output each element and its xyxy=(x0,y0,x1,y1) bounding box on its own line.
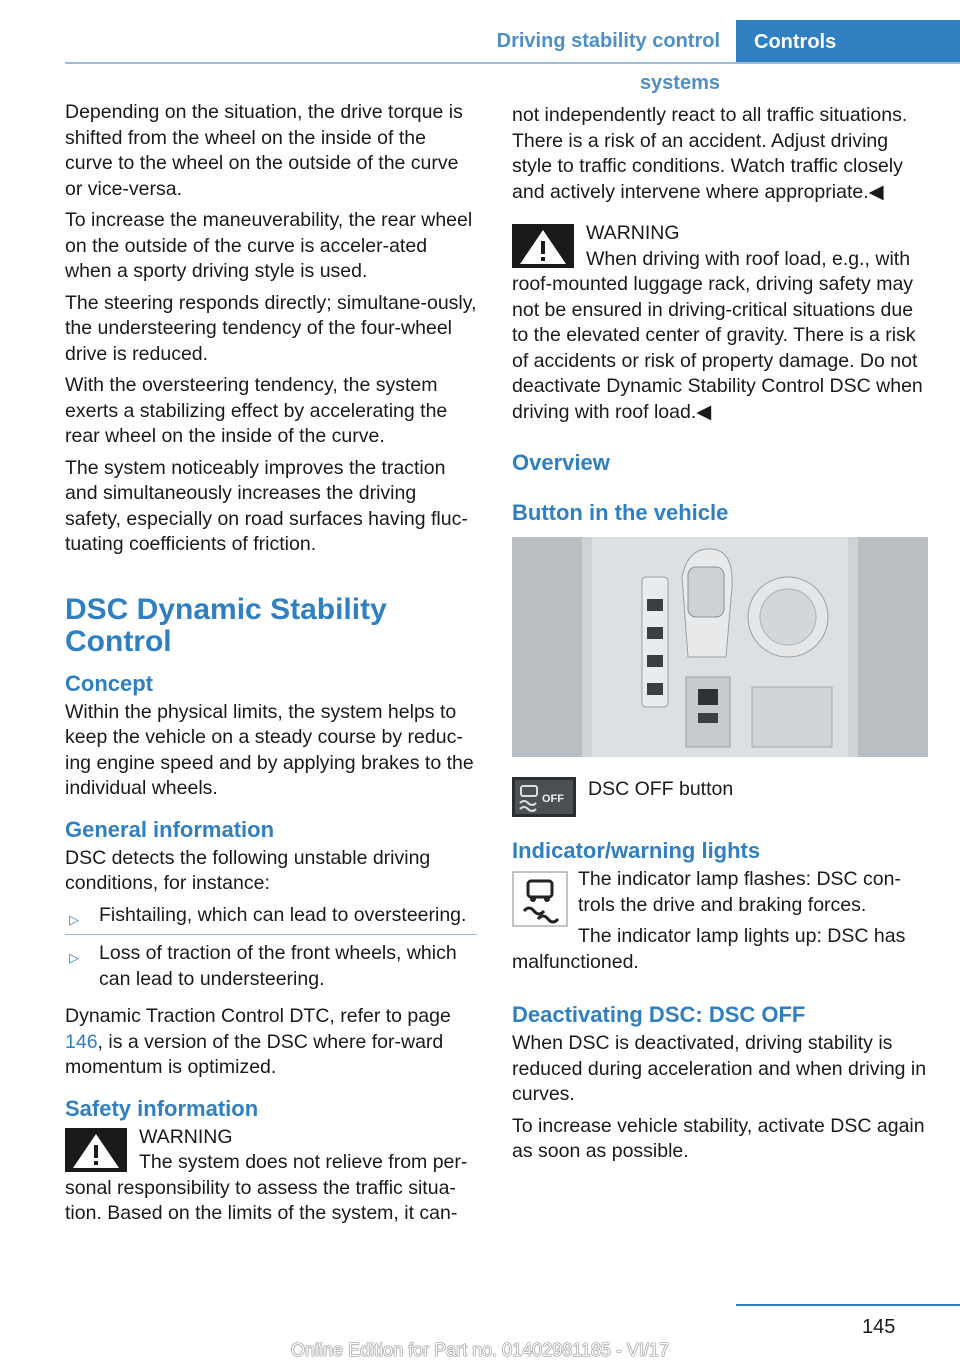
concept-paragraph: Within the physical limits, the system helps to keep the vehicle on a steady course by reduc-ing engine speed and by applying brakes to the individual wheels. xyxy=(65,700,474,799)
intro-paragraph: The steering responds directly; simultane-ously, the understeering tendency of the four-wheel drive is reduced. xyxy=(65,291,477,365)
subheading-button-in-vehicle: Button in the vehicle xyxy=(512,500,729,525)
dtc-paragraph: Dynamic Traction Control DTC, refer to page 146, is a version of the DSC where for-ward momentum is optimized. xyxy=(65,1005,451,1078)
list-item: ▷ Fishtailing, which can lead to oversteering. xyxy=(65,903,477,936)
list-item: ▷ Loss of traction of the front wheels, which can lead to understeering. xyxy=(69,942,457,990)
bullet-triangle-icon: ▷ xyxy=(69,911,79,927)
header-chapter-tab[interactable]: Controls xyxy=(736,20,960,64)
header-rule xyxy=(65,62,960,64)
subheading-safety-information: Safety information xyxy=(65,1095,259,1121)
warning-text: The system does not relieve from per-sonal responsibility to assess the traffic situa-tion. Based on the limits of the system, it can- xyxy=(65,1151,468,1224)
dsc-off-button-label: DSC OFF button xyxy=(588,778,734,800)
page-link-146[interactable]: 146 xyxy=(65,1030,98,1053)
left-column xyxy=(65,100,477,1227)
warning-block-roof-load xyxy=(512,221,930,425)
section-heading-dsc: DSC Dynamic Stability Control xyxy=(65,592,387,658)
bullet-triangle-icon: ▷ xyxy=(69,950,79,965)
footer-edition: Online Edition for Part no. 01402981185 - VI/17 xyxy=(291,1340,669,1360)
subheading-overview: Overview xyxy=(512,450,610,475)
warning-block xyxy=(65,1125,477,1227)
warning-label: WARNING xyxy=(139,1125,233,1148)
indicator-block xyxy=(512,867,930,981)
deactivating-paragraph: When DSC is deactivated, driving stability is reduced during acceleration and when driving in curves. xyxy=(512,1032,927,1105)
warning-continued: not independently react to all traffic situations. There is a risk of an accident. Adjust driving style to traffic conditions. Watch traffic closely and actively intervene where appropriate.◀ xyxy=(512,104,908,203)
intro-paragraph: Depending on the situation, the drive torque is shifted from the wheel on the inside of the curve to the wheel on the outside of the curve or vice-versa. xyxy=(65,101,463,200)
indicator-flashes-text: The indicator lamp flashes: DSC con-trols the drive and braking forces. xyxy=(578,868,901,916)
dsc-off-icon-label: OFF xyxy=(542,793,564,805)
deactivating-advice: To increase vehicle stability, activate DSC again as soon as possible. xyxy=(512,1114,925,1162)
conditions-list xyxy=(65,903,477,999)
indicator-lights-up-text: The indicator lamp lights up: DSC has malfunctioned. xyxy=(512,925,906,973)
intro-paragraph: The system noticeably improves the traction and simultaneously increases the driving safety, especially on road surfaces having fluc-tuating coefficients of friction. xyxy=(65,456,468,555)
page-number: 145 xyxy=(862,1316,896,1338)
warning-triangle-icon xyxy=(65,1128,127,1172)
intro-paragraph: To increase the maneuverability, the rear wheel on the outside of the curve is acceler-ated when a sporty driving style is used. xyxy=(65,209,473,282)
subheading-deactivating-dsc: Deactivating DSC: DSC OFF xyxy=(512,1002,806,1027)
warning-label: WARNING xyxy=(586,222,680,244)
subheading-indicator-warning-lights: Indicator/warning lights xyxy=(512,838,761,863)
header-section-title: Driving stability control systems xyxy=(496,30,720,94)
right-column xyxy=(512,103,930,1171)
warning-text: When driving with roof load, e.g., with roof-mounted luggage rack, driving safety may not be ensured in driving-critical situations due to the elevated center of gravity. There is a risk of accidents or risk of property damage. Do not deactivate Dynamic Stability Control DSC when driving with roof load.◀ xyxy=(512,247,923,423)
footer-rule xyxy=(736,1304,960,1306)
general-paragraph: DSC detects the following unstable driving conditions, for instance: xyxy=(65,846,431,894)
subheading-concept: Concept xyxy=(65,670,153,696)
dsc-off-button-icon xyxy=(512,777,576,817)
warning-triangle-icon xyxy=(512,224,574,268)
center-console-photo xyxy=(512,537,928,757)
dsc-indicator-lamp-icon xyxy=(512,871,568,927)
dsc-off-caption xyxy=(512,777,930,817)
subheading-general-information: General information xyxy=(65,816,275,842)
intro-paragraph: With the oversteering tendency, the system exerts a stabilizing effect by accelerating the rear wheel on the inside of the curve. xyxy=(65,374,448,447)
